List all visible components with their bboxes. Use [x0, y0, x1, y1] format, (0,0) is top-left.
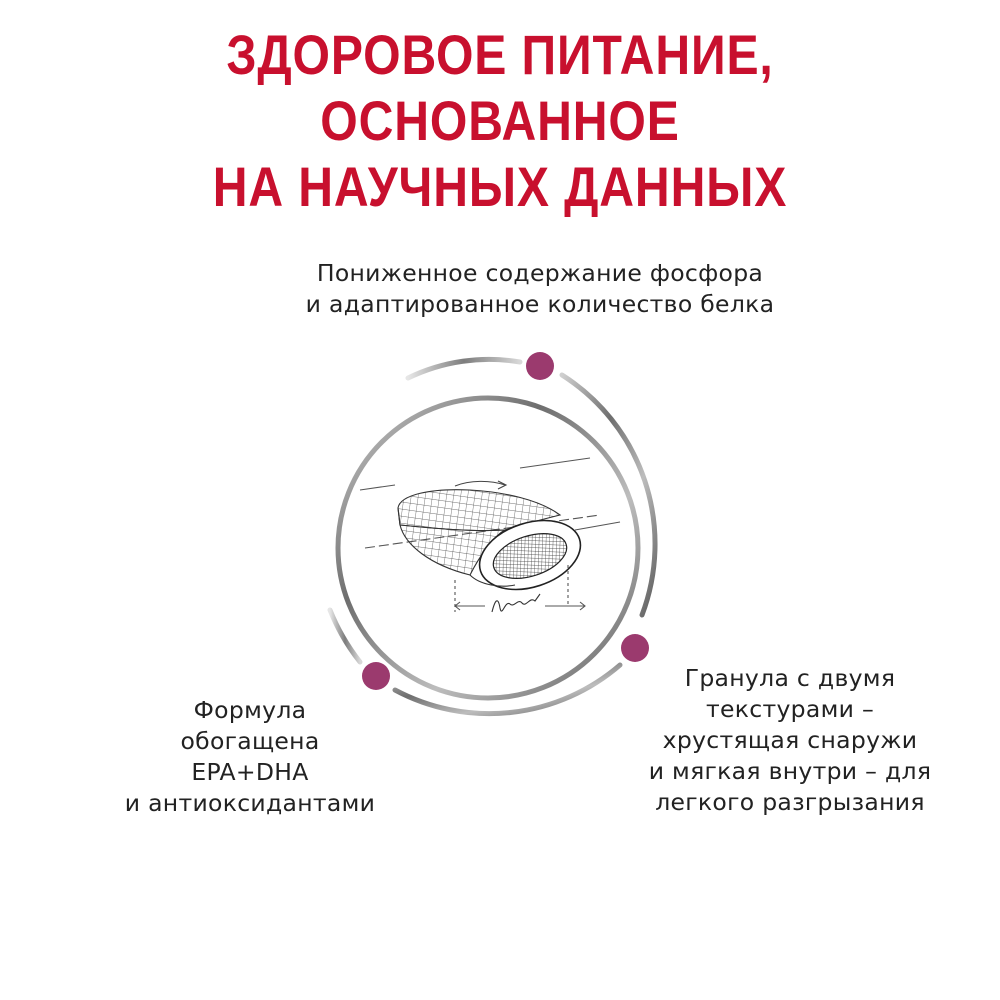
feature-right-line-5: легкого разгрызания — [655, 788, 925, 816]
feature-left-line-2: обогащена — [180, 727, 320, 755]
feature-left-line-1: Формула — [193, 696, 307, 724]
feature-left-line-4: и антиоксидантами — [124, 789, 376, 817]
feature-top-line-1: Пониженное содержание фосфора — [316, 259, 764, 287]
kibble-sketch-icon — [360, 458, 620, 612]
feature-right-line-4: и мягкая внутри – для — [648, 757, 932, 785]
feature-right-line-3: хрустящая снаружи — [662, 726, 918, 754]
feature-top-line-2: и адаптированное количество белка — [305, 290, 775, 318]
feature-left-line-3: EPA+DHA — [191, 758, 309, 786]
feature-right-line-1: Гранула с двумя — [684, 664, 896, 692]
feature-epa-dha — [60, 695, 440, 819]
feature-dual-texture-kibble — [600, 663, 980, 818]
feature-phosphorus-protein — [200, 258, 880, 320]
dot-right — [621, 634, 649, 662]
feature-right-line-2: текстурами – — [706, 695, 874, 723]
outer-arc-right — [562, 375, 655, 615]
title-line-1: ЗДОРОВОЕ ПИТАНИЕ, ОСНОВАННОЕ — [226, 23, 774, 152]
title-line-2: НА НАУЧНЫХ ДАННЫХ — [212, 155, 788, 218]
dot-top — [526, 352, 554, 380]
dot-left — [362, 662, 390, 690]
outer-arc-top — [408, 359, 520, 378]
